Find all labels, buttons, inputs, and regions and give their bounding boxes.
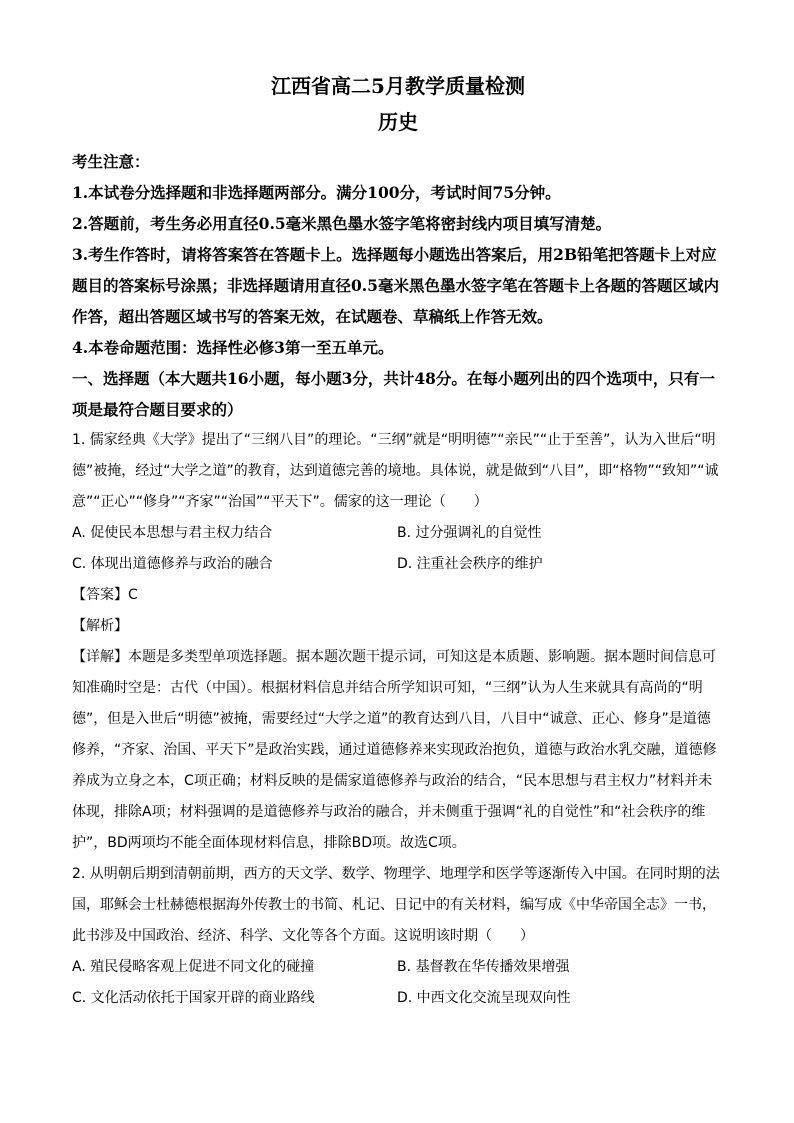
answer-value: C [128, 587, 138, 603]
answer-label: 【答案】 [72, 587, 128, 603]
question-2-stem: 2. 从明朝后期到清朝前期，西方的天文学、数学、物理学、地理学和医学等逐渐传入中国。在同时期的法国，耶稣会士杜赫德根据海外传教士的书简、札记、日记中的有关材料，编写成《中华帝国全志》一书，此书涉及中国政治、经济、科学、文化等各个方面。这说明该时期（ ） [72, 866, 720, 944]
question-1-options [72, 518, 724, 580]
notice-heading: 考生注意： [72, 152, 150, 171]
exam-title: 江西省高二5月教学质量检测 [271, 74, 525, 98]
question-2 [72, 859, 724, 1014]
option-c: C. 文化活动依托于国家开辟的商业路线 [72, 990, 315, 1006]
option-c: C. 体现出道德修养与政治的融合 [72, 556, 273, 572]
question-1-stem: 1. 儒家经典《大学》提出了“三纲八目”的理论。“三纲”就是“明明德”“亲民”“止于至善”，认为入世后“明德”被掩，经过“大学之道”的教育，达到道德完善的境地。具体说，就是做到“八目”，即“格物”“致知”“诚意”“正心”“修身”“齐家”“治国”“平天下”。儒家的这一理论（ ） [72, 432, 719, 510]
option-a: A. 促使民本思想与君主权力结合 [72, 525, 273, 541]
option-b: B. 过分强调礼的自觉性 [397, 525, 542, 541]
question-2-options [72, 952, 724, 1014]
notice-block [72, 146, 724, 363]
analysis-label: 【解析】 [72, 618, 128, 634]
question-1 [72, 425, 724, 859]
exam-page [72, 62, 724, 1014]
notice-item-1: 1.本试卷分选择题和非选择题两部分。满分100分，考试时间75分钟。 [72, 183, 561, 202]
detail-text: 【详解】本题是多类型单项选择题。据本题次题干提示词，可知这是本质题、影响题。据本题时间信息可知准确时空是：古代（中国）。根据材料信息并结合所学知识可知，“三纲”认为人生来就具有高尚的“明德”，但是入世后“明德”被掩，需要经过“大学之道”的教育达到八目，八目中“诚意、正心、修身”是道德修养，“齐家、治国、平天下”是政治实践，通过道德修养来实现政治抱负，道德与政治水乳交融，道德修养成为立身之本，C项正确；材料反映的是儒家道德修养与政治的结合，“民本思想与君主权力”材料并未体现，排除A项；材料强调的是道德修养与政治的融合，并未侧重于强调“礼的自觉性”和“社会秩序的维护”，BD两项均不能全面体现材料信息，排除BD项。故选C项。 [72, 649, 717, 851]
option-d: D. 中西文化交流呈现双向性 [397, 990, 571, 1006]
option-d: D. 注重社会秩序的维护 [397, 556, 543, 572]
section-heading: 一、选择题（本大题共16小题，每小题3分，共计48分。在每小题列出的四个选项中，只有一项是最符合题目要求的） [72, 369, 715, 419]
answer-line [72, 580, 724, 611]
notice-item-4: 4.本卷命题范围：选择性必修3第一至五单元。 [72, 338, 394, 357]
option-b: B. 基督教在华传播效果增强 [397, 959, 570, 975]
notice-item-2: 2.答题前，考生务必用直径0.5毫米黑色墨水签字笔将密封线内项目填写清楚。 [72, 214, 612, 233]
notice-item-3: 3.考生作答时，请将答案答在答题卡上。选择题每小题选出答案后，用2B铅笔把答题卡上对应题目的答案标号涂黑；非选择题请用直径0.5毫米黑色墨水签字笔在答题卡上各题的答题区域内作答，超出答题区域书写的答案无效，在试题卷、草稿纸上作答无效。 [72, 245, 719, 326]
option-a: A. 殖民侵略客观上促进不同文化的碰撞 [72, 959, 315, 975]
exam-subject: 历史 [378, 110, 418, 134]
